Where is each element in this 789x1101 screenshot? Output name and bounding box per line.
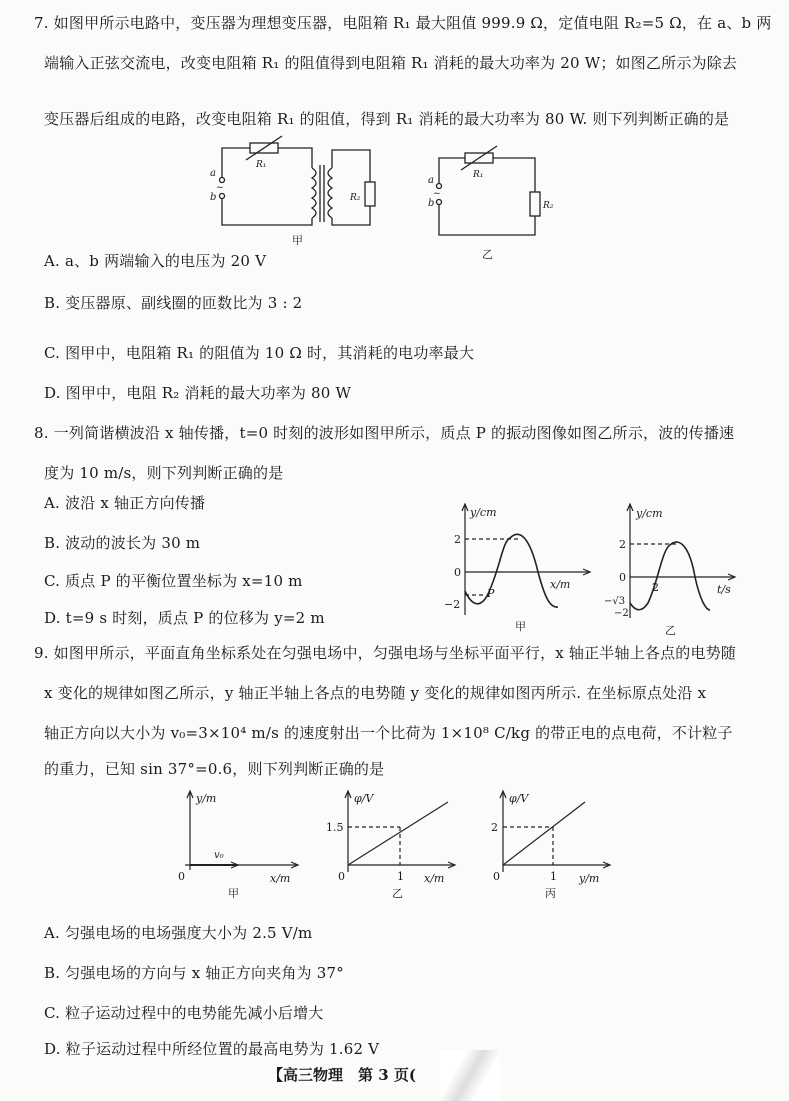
- y-tick-2: 2: [454, 533, 461, 546]
- label-r1: R₁: [473, 170, 484, 180]
- x-axis-label: x/m: [550, 578, 571, 591]
- q9-option-b: B. 匀强电场的方向与 x 轴正方向夹角为 37°: [44, 964, 344, 982]
- q9-stem-line-4: 的重力，已知 sin 37°=0.6，则下列判断正确的是: [44, 760, 385, 778]
- y-tick-neg2: −2: [614, 608, 629, 619]
- ac-symbol: ~: [216, 183, 224, 193]
- y-axis-label: φ/V: [354, 792, 374, 805]
- y-tick-2: 2: [619, 538, 626, 551]
- q8-vibration-graph-yi: [600, 500, 760, 640]
- q9-stem-line-2: x 变化的规律如图乙所示，y 轴正半轴上各点的电势随 y 变化的规律如图丙所示. 在坐标原点处沿 x: [44, 684, 707, 702]
- y-tick-neg2: −2: [444, 598, 461, 611]
- caption-yi: 乙: [482, 248, 493, 261]
- page-footer: 【高三物理 第 3 页(: [268, 1066, 416, 1084]
- y-axis-label: y/cm: [470, 506, 497, 519]
- q9-option-d: D. 粒子运动过程中所经位置的最高电势为 1.62 V: [44, 1040, 380, 1058]
- q7-option-b: B. 变压器原、副线圈的匝数比为 3 : 2: [44, 294, 303, 312]
- q7-option-d: D. 图甲中，电阻 R₂ 消耗的最大功率为 80 W: [44, 384, 352, 402]
- label-a: a: [428, 175, 434, 186]
- q7-option-a: A. a、b 两端输入的电压为 20 V: [44, 252, 267, 270]
- label-r1: R₁: [256, 160, 267, 170]
- x-axis-label: x/m: [270, 872, 291, 885]
- q9-stem-line-1: 9. 如图甲所示，平面直角坐标系处在匀强电场中，匀强电场与坐标平面平行，x 轴正半轴上各点的电势随: [34, 644, 737, 662]
- label-a: a: [210, 168, 216, 179]
- x-tick-2: 2: [652, 581, 659, 594]
- caption-jia: 甲: [515, 620, 526, 633]
- q7-circuit-yi: [425, 150, 565, 260]
- x-value-1: 1: [397, 870, 404, 883]
- origin-label: 0: [178, 870, 185, 883]
- y-tick-0: 0: [454, 566, 461, 579]
- caption-bing: 丙: [545, 887, 556, 900]
- q7-option-c: C. 图甲中，电阻箱 R₁ 的阻值为 10 Ω 时，其消耗的电功率最大: [44, 344, 475, 362]
- ac-symbol: ~: [433, 189, 441, 199]
- origin-label: 0: [338, 870, 345, 883]
- caption-jia: 甲: [292, 234, 303, 247]
- q8-option-c: C. 质点 P 的平衡位置坐标为 x=10 m: [44, 572, 303, 590]
- q8-option-b: B. 波动的波长为 30 m: [44, 534, 201, 552]
- x-axis-label: x/m: [424, 872, 445, 885]
- x-axis-label: y/m: [579, 872, 600, 885]
- y-axis-label: φ/V: [509, 792, 529, 805]
- x-axis-label: t/s: [717, 583, 731, 596]
- caption-jia: 甲: [228, 887, 239, 900]
- label-b: b: [210, 192, 217, 203]
- x-value-1: 1: [550, 870, 557, 883]
- y-tick-neg-sqrt3: −√3: [604, 596, 626, 607]
- q9-graph-yi: [320, 790, 460, 900]
- q8-option-a: A. 波沿 x 轴正方向传播: [44, 494, 206, 512]
- origin-label: 0: [493, 870, 500, 883]
- q7-stem-line-1: 7. 如图甲所示电路中，变压器为理想变压器，电阻箱 R₁ 最大阻值 999.9 Ω，定值电阻 R₂=5 Ω，在 a、b 两: [34, 14, 772, 32]
- y-axis-label: y/m: [196, 792, 217, 805]
- q9-graph-bing: [475, 790, 615, 900]
- q9-graph-jia: [170, 790, 310, 900]
- caption-yi: 乙: [392, 887, 403, 900]
- q7-circuit-jia: [200, 140, 400, 250]
- y-value-2: 2: [491, 821, 498, 834]
- q8-stem-line-2: 度为 10 m/s，则下列判断正确的是: [44, 464, 284, 482]
- scan-glare: [440, 1050, 500, 1101]
- y-axis-label: y/cm: [636, 507, 663, 520]
- q9-option-a: A. 匀强电场的电场强度大小为 2.5 V/m: [44, 924, 313, 942]
- label-r2: R₂: [350, 193, 361, 203]
- v0-label: v₀: [214, 850, 224, 861]
- point-p-label: P: [487, 587, 495, 600]
- q9-option-c: C. 粒子运动过程中的电势能先减小后增大: [44, 1004, 324, 1022]
- q7-stem-line-3: 变压器后组成的电路，改变电阻箱 R₁ 的阻值，得到 R₁ 消耗的最大功率为 80 W. 则下列判断正确的是: [44, 110, 730, 128]
- y-value-1-5: 1.5: [326, 821, 344, 834]
- caption-yi: 乙: [665, 624, 676, 637]
- q9-stem-line-3: 轴正方向以大小为 v₀=3×10⁴ m/s 的速度射出一个比荷为 1×10⁸ C/kg 的带正电的点电荷，不计粒子: [44, 724, 733, 742]
- q7-stem-line-2: 端输入正弦交流电，改变电阻箱 R₁ 的阻值得到电阻箱 R₁ 消耗的最大功率为 20 W；如图乙所示为除去: [44, 54, 738, 72]
- y-tick-0: 0: [619, 571, 626, 584]
- label-r2: R₂: [543, 201, 554, 211]
- label-b: b: [428, 198, 435, 209]
- q8-option-d: D. t=9 s 时刻，质点 P 的位移为 y=2 m: [44, 609, 325, 627]
- q8-stem-line-1: 8. 一列简谐横波沿 x 轴传播，t=0 时刻的波形如图甲所示，质点 P 的振动图像如图乙所示，波的传播速: [34, 424, 735, 442]
- q8-wave-graph-jia: [420, 500, 580, 633]
